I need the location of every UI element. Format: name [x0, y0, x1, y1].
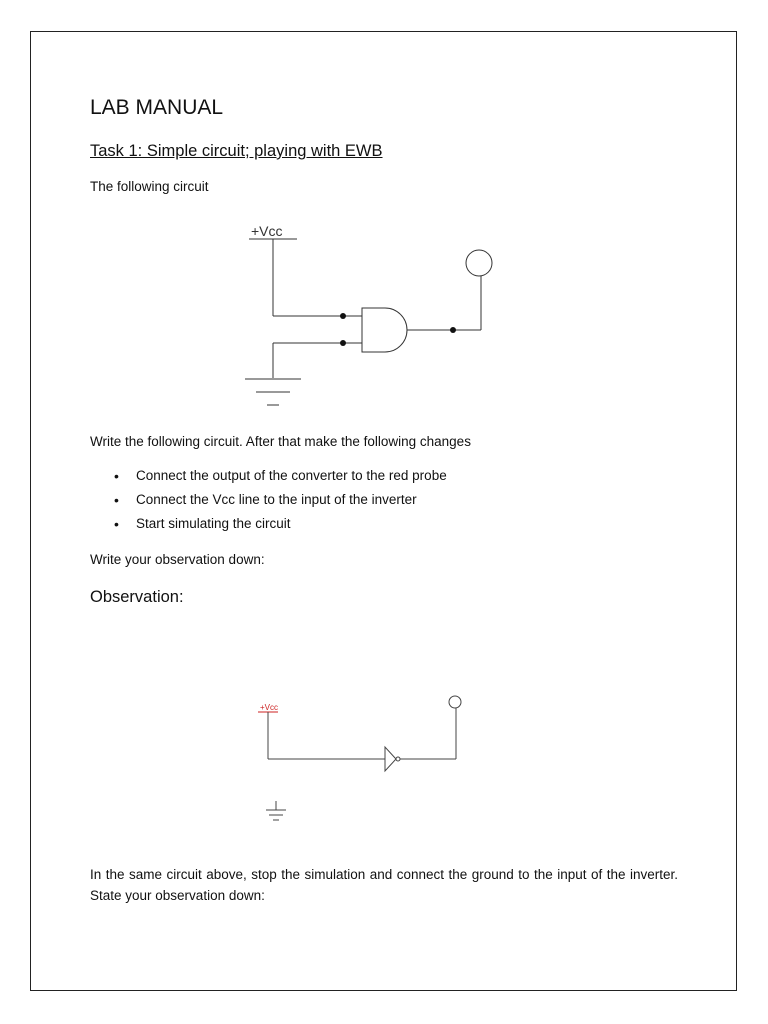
list-item: • Start simulating the circuit — [112, 516, 447, 540]
task-heading: Task 1: Simple circuit; playing with EWB — [90, 142, 383, 160]
vcc-label: +Vcc — [260, 703, 279, 712]
probe — [449, 696, 461, 708]
list-item: • Connect the output of the converter to the red probe — [112, 468, 447, 492]
observation-heading: Observation: — [90, 588, 184, 606]
list-item: • Connect the Vcc line to the input of the inverter — [112, 492, 447, 516]
intro-text: The following circuit — [90, 179, 209, 194]
instruction-text: Write the following circuit. After that make the following changes — [90, 434, 471, 449]
page-title: LAB MANUAL — [90, 96, 224, 119]
observe-prompt: Write your observation down: — [90, 552, 265, 567]
closing-paragraph: In the same circuit above, stop the simulation and connect the ground to the input of the inverter. State your observation down: — [90, 867, 678, 903]
inverter — [385, 747, 396, 771]
vcc-label: +Vcc — [251, 223, 283, 239]
